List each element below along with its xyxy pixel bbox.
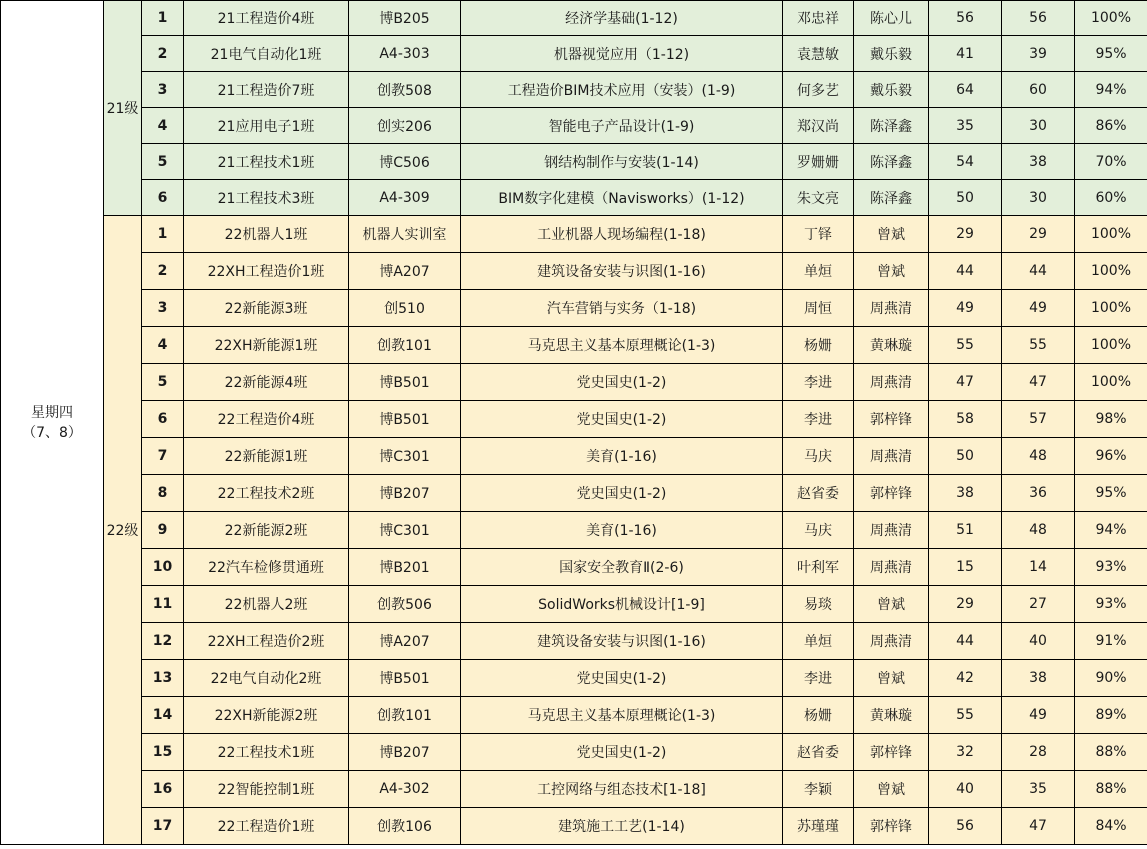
counselor-cell: 郭梓锋 bbox=[854, 475, 929, 512]
present-count-cell: 49 bbox=[1002, 697, 1075, 734]
course-name-cell: 钢结构制作与安装(1-14) bbox=[461, 144, 783, 180]
enrolled-count-cell: 54 bbox=[929, 144, 1002, 180]
course-name-cell: 机器视觉应用（1-12) bbox=[461, 36, 783, 72]
class-name-cell: 22工程造价4班 bbox=[184, 401, 349, 438]
enrolled-count-cell: 50 bbox=[929, 180, 1002, 216]
counselor-cell: 黄琳璇 bbox=[854, 697, 929, 734]
row-number-cell: 6 bbox=[142, 180, 184, 216]
enrolled-count-cell: 15 bbox=[929, 549, 1002, 586]
present-count-cell: 27 bbox=[1002, 586, 1075, 623]
table-row bbox=[1, 549, 1147, 586]
class-name-cell: 22机器人1班 bbox=[184, 216, 349, 253]
attendance-rate-cell: 100% bbox=[1075, 364, 1147, 401]
table-row bbox=[1, 144, 1147, 180]
attendance-rate-cell: 60% bbox=[1075, 180, 1147, 216]
table-row bbox=[1, 364, 1147, 401]
table-row bbox=[1, 290, 1147, 327]
counselor-cell: 周燕清 bbox=[854, 623, 929, 660]
class-name-cell: 21工程造价4班 bbox=[184, 1, 349, 36]
day-label: 星期四 bbox=[31, 404, 73, 421]
enrolled-count-cell: 29 bbox=[929, 216, 1002, 253]
row-number-cell: 7 bbox=[142, 438, 184, 475]
classroom-cell: 博A207 bbox=[349, 623, 461, 660]
classroom-cell: 博B207 bbox=[349, 475, 461, 512]
row-number-cell: 3 bbox=[142, 290, 184, 327]
grade-cell: 21级 bbox=[104, 1, 142, 216]
attendance-rate-cell: 95% bbox=[1075, 475, 1147, 512]
course-name-cell: 工控网络与组态技术[1-18] bbox=[461, 771, 783, 808]
course-name-cell: 美育(1-16) bbox=[461, 438, 783, 475]
class-name-cell: 22XH新能源2班 bbox=[184, 697, 349, 734]
teacher-cell: 李进 bbox=[783, 660, 854, 697]
class-name-cell: 21工程造价7班 bbox=[184, 72, 349, 108]
course-name-cell: 汽车营销与实务（1-18) bbox=[461, 290, 783, 327]
counselor-cell: 郭梓锋 bbox=[854, 734, 929, 771]
counselor-cell: 戴乐毅 bbox=[854, 36, 929, 72]
classroom-cell: 博A207 bbox=[349, 253, 461, 290]
attendance-rate-cell: 95% bbox=[1075, 36, 1147, 72]
attendance-rate-cell: 98% bbox=[1075, 401, 1147, 438]
attendance-rate-cell: 89% bbox=[1075, 697, 1147, 734]
table-row bbox=[1, 512, 1147, 549]
course-name-cell: 建筑设备安装与识图(1-16) bbox=[461, 253, 783, 290]
course-name-cell: 工业机器人现场编程(1-18) bbox=[461, 216, 783, 253]
counselor-cell: 曾斌 bbox=[854, 660, 929, 697]
attendance-rate-cell: 100% bbox=[1075, 327, 1147, 364]
table-row bbox=[1, 697, 1147, 734]
enrolled-count-cell: 47 bbox=[929, 364, 1002, 401]
counselor-cell: 郭梓锋 bbox=[854, 808, 929, 845]
enrolled-count-cell: 44 bbox=[929, 253, 1002, 290]
table-row bbox=[1, 216, 1147, 253]
class-name-cell: 22工程技术1班 bbox=[184, 734, 349, 771]
course-name-cell: 马克思主义基本原理概论(1-3) bbox=[461, 327, 783, 364]
course-name-cell: BIM数字化建模（Navisworks）(1-12) bbox=[461, 180, 783, 216]
counselor-cell: 陈泽鑫 bbox=[854, 180, 929, 216]
class-name-cell: 22新能源2班 bbox=[184, 512, 349, 549]
counselor-cell: 戴乐毅 bbox=[854, 72, 929, 108]
counselor-cell: 周燕清 bbox=[854, 290, 929, 327]
classroom-cell: 创教101 bbox=[349, 697, 461, 734]
table-row bbox=[1, 660, 1147, 697]
table-body bbox=[1, 1, 1147, 845]
table-row bbox=[1, 327, 1147, 364]
class-name-cell: 22新能源3班 bbox=[184, 290, 349, 327]
enrolled-count-cell: 32 bbox=[929, 734, 1002, 771]
classroom-cell: 博C506 bbox=[349, 144, 461, 180]
row-number-cell: 2 bbox=[142, 36, 184, 72]
course-name-cell: 党史国史(1-2) bbox=[461, 660, 783, 697]
present-count-cell: 48 bbox=[1002, 512, 1075, 549]
present-count-cell: 55 bbox=[1002, 327, 1075, 364]
attendance-rate-cell: 94% bbox=[1075, 72, 1147, 108]
enrolled-count-cell: 55 bbox=[929, 697, 1002, 734]
teacher-cell: 李颖 bbox=[783, 771, 854, 808]
attendance-rate-cell: 91% bbox=[1075, 623, 1147, 660]
attendance-rate-cell: 94% bbox=[1075, 512, 1147, 549]
row-number-cell: 8 bbox=[142, 475, 184, 512]
teacher-cell: 单烜 bbox=[783, 253, 854, 290]
class-name-cell: 22电气自动化2班 bbox=[184, 660, 349, 697]
teacher-cell: 郑汉尚 bbox=[783, 108, 854, 144]
row-number-cell: 5 bbox=[142, 144, 184, 180]
classroom-cell: 创510 bbox=[349, 290, 461, 327]
present-count-cell: 48 bbox=[1002, 438, 1075, 475]
class-name-cell: 21电气自动化1班 bbox=[184, 36, 349, 72]
classroom-cell: 创教506 bbox=[349, 586, 461, 623]
enrolled-count-cell: 49 bbox=[929, 290, 1002, 327]
present-count-cell: 47 bbox=[1002, 808, 1075, 845]
class-name-cell: 22智能控制1班 bbox=[184, 771, 349, 808]
enrolled-count-cell: 29 bbox=[929, 586, 1002, 623]
class-name-cell: 22工程技术2班 bbox=[184, 475, 349, 512]
counselor-cell: 周燕清 bbox=[854, 512, 929, 549]
class-name-cell: 22XH工程造价2班 bbox=[184, 623, 349, 660]
present-count-cell: 14 bbox=[1002, 549, 1075, 586]
row-number-cell: 4 bbox=[142, 327, 184, 364]
teacher-cell: 袁慧敏 bbox=[783, 36, 854, 72]
class-name-cell: 22XH新能源1班 bbox=[184, 327, 349, 364]
table-row bbox=[1, 1, 1147, 36]
table-row bbox=[1, 253, 1147, 290]
table-row bbox=[1, 108, 1147, 144]
classroom-cell: 博B501 bbox=[349, 660, 461, 697]
course-name-cell: 马克思主义基本原理概论(1-3) bbox=[461, 697, 783, 734]
counselor-cell: 周燕清 bbox=[854, 549, 929, 586]
attendance-rate-cell: 93% bbox=[1075, 586, 1147, 623]
attendance-rate-cell: 88% bbox=[1075, 771, 1147, 808]
enrolled-count-cell: 35 bbox=[929, 108, 1002, 144]
attendance-rate-cell: 70% bbox=[1075, 144, 1147, 180]
present-count-cell: 56 bbox=[1002, 1, 1075, 36]
row-number-cell: 16 bbox=[142, 771, 184, 808]
present-count-cell: 39 bbox=[1002, 36, 1075, 72]
counselor-cell: 周燕清 bbox=[854, 438, 929, 475]
course-name-cell: 党史国史(1-2) bbox=[461, 734, 783, 771]
enrolled-count-cell: 41 bbox=[929, 36, 1002, 72]
attendance-rate-cell: 86% bbox=[1075, 108, 1147, 144]
teacher-cell: 邓忠祥 bbox=[783, 1, 854, 36]
classroom-cell: A4-302 bbox=[349, 771, 461, 808]
course-name-cell: 经济学基础(1-12) bbox=[461, 1, 783, 36]
enrolled-count-cell: 38 bbox=[929, 475, 1002, 512]
table-row bbox=[1, 438, 1147, 475]
course-name-cell: 党史国史(1-2) bbox=[461, 364, 783, 401]
counselor-cell: 陈泽鑫 bbox=[854, 144, 929, 180]
attendance-rate-cell: 100% bbox=[1075, 290, 1147, 327]
course-name-cell: 党史国史(1-2) bbox=[461, 475, 783, 512]
classroom-cell: 创教508 bbox=[349, 72, 461, 108]
teacher-cell: 杨姗 bbox=[783, 697, 854, 734]
enrolled-count-cell: 64 bbox=[929, 72, 1002, 108]
enrolled-count-cell: 44 bbox=[929, 623, 1002, 660]
day-cell bbox=[1, 1, 104, 845]
table-row bbox=[1, 586, 1147, 623]
present-count-cell: 28 bbox=[1002, 734, 1075, 771]
attendance-rate-cell: 90% bbox=[1075, 660, 1147, 697]
classroom-cell: A4-309 bbox=[349, 180, 461, 216]
course-name-cell: 党史国史(1-2) bbox=[461, 401, 783, 438]
row-number-cell: 11 bbox=[142, 586, 184, 623]
attendance-rate-cell: 84% bbox=[1075, 808, 1147, 845]
table-row bbox=[1, 36, 1147, 72]
counselor-cell: 曾斌 bbox=[854, 771, 929, 808]
present-count-cell: 57 bbox=[1002, 401, 1075, 438]
classroom-cell: A4-303 bbox=[349, 36, 461, 72]
enrolled-count-cell: 56 bbox=[929, 808, 1002, 845]
attendance-rate-cell: 100% bbox=[1075, 1, 1147, 36]
teacher-cell: 丁铎 bbox=[783, 216, 854, 253]
row-number-cell: 1 bbox=[142, 1, 184, 36]
attendance-rate-cell: 93% bbox=[1075, 549, 1147, 586]
table-row bbox=[1, 734, 1147, 771]
teacher-cell: 单烜 bbox=[783, 623, 854, 660]
teacher-cell: 何多艺 bbox=[783, 72, 854, 108]
table-row bbox=[1, 623, 1147, 660]
row-number-cell: 4 bbox=[142, 108, 184, 144]
counselor-cell: 陈泽鑫 bbox=[854, 108, 929, 144]
classroom-cell: 机器人实训室 bbox=[349, 216, 461, 253]
counselor-cell: 曾斌 bbox=[854, 586, 929, 623]
course-name-cell: 美育(1-16) bbox=[461, 512, 783, 549]
attendance-rate-cell: 100% bbox=[1075, 216, 1147, 253]
attendance-rate-cell: 100% bbox=[1075, 253, 1147, 290]
attendance-rate-cell: 88% bbox=[1075, 734, 1147, 771]
classroom-cell: 创教101 bbox=[349, 327, 461, 364]
row-number-cell: 5 bbox=[142, 364, 184, 401]
teacher-cell: 杨姗 bbox=[783, 327, 854, 364]
classroom-cell: 博B201 bbox=[349, 549, 461, 586]
enrolled-count-cell: 51 bbox=[929, 512, 1002, 549]
present-count-cell: 47 bbox=[1002, 364, 1075, 401]
classroom-cell: 创教106 bbox=[349, 808, 461, 845]
course-name-cell: 建筑设备安装与识图(1-16) bbox=[461, 623, 783, 660]
present-count-cell: 36 bbox=[1002, 475, 1075, 512]
row-number-cell: 6 bbox=[142, 401, 184, 438]
present-count-cell: 35 bbox=[1002, 771, 1075, 808]
teacher-cell: 赵省委 bbox=[783, 475, 854, 512]
class-name-cell: 22汽车检修贯通班 bbox=[184, 549, 349, 586]
classroom-cell: 博B205 bbox=[349, 1, 461, 36]
teacher-cell: 周恒 bbox=[783, 290, 854, 327]
course-name-cell: SolidWorks机械设计[1-9] bbox=[461, 586, 783, 623]
course-name-cell: 国家安全教育Ⅱ(2-6) bbox=[461, 549, 783, 586]
enrolled-count-cell: 50 bbox=[929, 438, 1002, 475]
counselor-cell: 黄琳璇 bbox=[854, 327, 929, 364]
classroom-cell: 博B501 bbox=[349, 401, 461, 438]
counselor-cell: 曾斌 bbox=[854, 253, 929, 290]
row-number-cell: 17 bbox=[142, 808, 184, 845]
teacher-cell: 罗姗姗 bbox=[783, 144, 854, 180]
teacher-cell: 苏瑾瑾 bbox=[783, 808, 854, 845]
row-number-cell: 9 bbox=[142, 512, 184, 549]
teacher-cell: 马庆 bbox=[783, 438, 854, 475]
row-number-cell: 2 bbox=[142, 253, 184, 290]
present-count-cell: 40 bbox=[1002, 623, 1075, 660]
present-count-cell: 49 bbox=[1002, 290, 1075, 327]
row-number-cell: 14 bbox=[142, 697, 184, 734]
teacher-cell: 易琰 bbox=[783, 586, 854, 623]
enrolled-count-cell: 58 bbox=[929, 401, 1002, 438]
present-count-cell: 60 bbox=[1002, 72, 1075, 108]
teacher-cell: 马庆 bbox=[783, 512, 854, 549]
present-count-cell: 30 bbox=[1002, 108, 1075, 144]
present-count-cell: 30 bbox=[1002, 180, 1075, 216]
counselor-cell: 陈心儿 bbox=[854, 1, 929, 36]
table-row bbox=[1, 401, 1147, 438]
table-row bbox=[1, 771, 1147, 808]
table-row bbox=[1, 808, 1147, 845]
row-number-cell: 12 bbox=[142, 623, 184, 660]
class-name-cell: 22工程造价1班 bbox=[184, 808, 349, 845]
teacher-cell: 李进 bbox=[783, 401, 854, 438]
grade-cell: 22级 bbox=[104, 216, 142, 845]
row-number-cell: 13 bbox=[142, 660, 184, 697]
course-name-cell: 智能电子产品设计(1-9) bbox=[461, 108, 783, 144]
enrolled-count-cell: 55 bbox=[929, 327, 1002, 364]
teacher-cell: 赵省委 bbox=[783, 734, 854, 771]
present-count-cell: 38 bbox=[1002, 660, 1075, 697]
row-number-cell: 3 bbox=[142, 72, 184, 108]
day-periods: （7、8） bbox=[22, 424, 82, 441]
classroom-cell: 创实206 bbox=[349, 108, 461, 144]
counselor-cell: 郭梓锋 bbox=[854, 401, 929, 438]
counselor-cell: 周燕清 bbox=[854, 364, 929, 401]
row-number-cell: 10 bbox=[142, 549, 184, 586]
class-name-cell: 22XH工程造价1班 bbox=[184, 253, 349, 290]
class-name-cell: 21工程技术3班 bbox=[184, 180, 349, 216]
classroom-cell: 博C301 bbox=[349, 512, 461, 549]
present-count-cell: 38 bbox=[1002, 144, 1075, 180]
class-name-cell: 21工程技术1班 bbox=[184, 144, 349, 180]
class-name-cell: 21应用电子1班 bbox=[184, 108, 349, 144]
attendance-rate-cell: 96% bbox=[1075, 438, 1147, 475]
present-count-cell: 44 bbox=[1002, 253, 1075, 290]
course-name-cell: 建筑施工工艺(1-14) bbox=[461, 808, 783, 845]
teacher-cell: 叶利军 bbox=[783, 549, 854, 586]
classroom-cell: 博B207 bbox=[349, 734, 461, 771]
classroom-cell: 博C301 bbox=[349, 438, 461, 475]
teacher-cell: 李进 bbox=[783, 364, 854, 401]
classroom-cell: 博B501 bbox=[349, 364, 461, 401]
present-count-cell: 29 bbox=[1002, 216, 1075, 253]
table-row bbox=[1, 180, 1147, 216]
class-name-cell: 22新能源4班 bbox=[184, 364, 349, 401]
enrolled-count-cell: 40 bbox=[929, 771, 1002, 808]
enrolled-count-cell: 56 bbox=[929, 1, 1002, 36]
class-name-cell: 22新能源1班 bbox=[184, 438, 349, 475]
enrolled-count-cell: 42 bbox=[929, 660, 1002, 697]
table-row bbox=[1, 72, 1147, 108]
counselor-cell: 曾斌 bbox=[854, 216, 929, 253]
class-name-cell: 22机器人2班 bbox=[184, 586, 349, 623]
course-name-cell: 工程造价BIM技术应用（安装）(1-9) bbox=[461, 72, 783, 108]
row-number-cell: 1 bbox=[142, 216, 184, 253]
row-number-cell: 15 bbox=[142, 734, 184, 771]
table-row bbox=[1, 475, 1147, 512]
teacher-cell: 朱文亮 bbox=[783, 180, 854, 216]
